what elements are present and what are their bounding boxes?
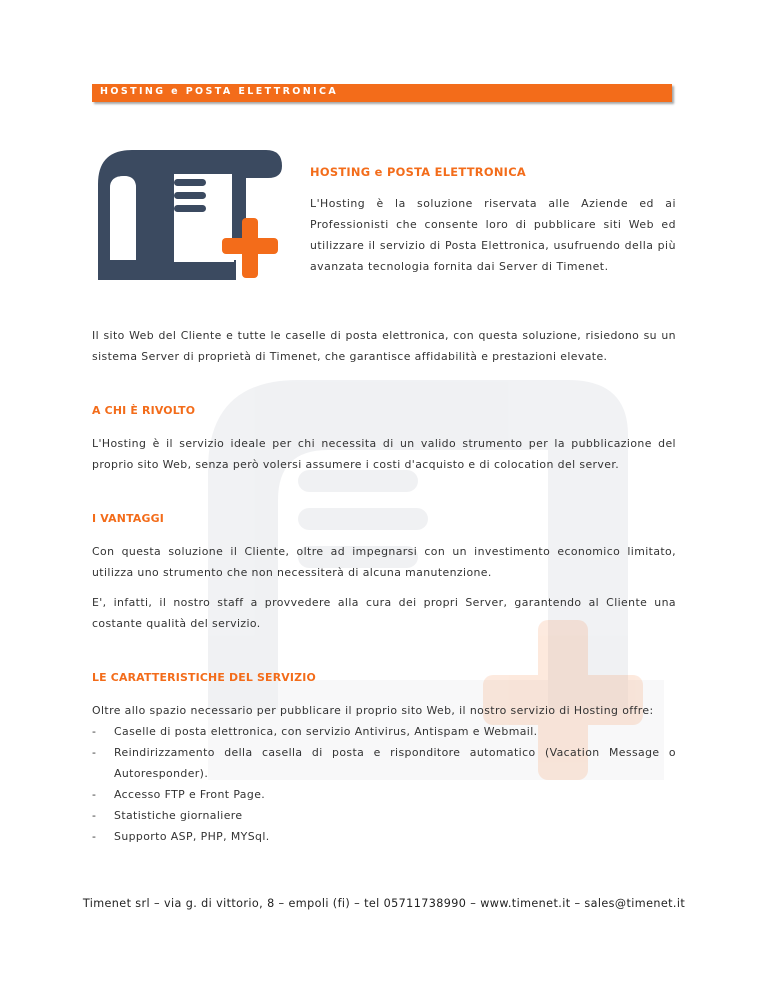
list-dash: - xyxy=(92,809,97,822)
features-list xyxy=(92,721,676,847)
section-text-features: Oltre allo spazio necessario per pubblicare il proprio sito Web, il nostro servizio di Hosting offre: xyxy=(92,704,654,717)
list-item: - Accesso FTP e Front Page. xyxy=(92,784,676,805)
section-title-target: A CHI È RIVOLTO xyxy=(92,404,196,417)
list-dash: - xyxy=(92,788,97,801)
section-text-advantages-2: E', infatti, il nostro staff a provvedere alla cura dei propri Server, garantendo al Cliente una costante qualità del servizio. xyxy=(92,596,676,630)
list-item: - Reindirizzamento della casella di posta e risponditore automatico (Vacation Message o Autoresponder). xyxy=(92,742,676,784)
list-dash: - xyxy=(92,746,97,759)
document-plus-icon xyxy=(96,148,284,280)
header-bar xyxy=(92,84,672,102)
footer-contact: Timenet srl – via g. di vittorio, 8 – empoli (fi) – tel 05711738990 – www.timenet.it – sales@timenet.it xyxy=(82,897,686,910)
header-bar-label: HOSTING e POSTA ELETTRONICA xyxy=(100,86,339,97)
list-item: - Statistiche giornaliere xyxy=(92,805,676,826)
list-dash: - xyxy=(92,725,97,738)
summary-text: Il sito Web del Cliente e tutte le caselle di posta elettronica, con questa soluzione, risiedono su un sistema Server di proprietà di Timenet, che garantisce affidabilità e prestazioni elevate. xyxy=(92,329,676,363)
intro-title: HOSTING e POSTA ELETTRONICA xyxy=(310,165,526,179)
intro-block xyxy=(310,165,676,277)
content xyxy=(92,325,676,847)
section-title-features: LE CARATTERISTICHE DEL SERVIZIO xyxy=(92,671,316,684)
list-dash: - xyxy=(92,830,97,843)
section-text-advantages-1: Con questa soluzione il Cliente, oltre ad impegnarsi con un investimento economico limitato, utilizza uno strumento che non necessiterà di alcuna manutenzione. xyxy=(92,545,676,579)
section-text-target: L'Hosting è il servizio ideale per chi necessita di un valido strumento per la pubblicazione del proprio sito Web, senza però volersi assumere i costi d'acquisto e di colocation del server. xyxy=(92,437,676,471)
intro-text: L'Hosting è la soluzione riservata alle Aziende ed ai Professionisti che consente loro di pubblicare siti Web ed utilizzare il servizio di Posta Elettronica, usufruendo della più avanzata tecnologia fornita dai Server di Timenet. xyxy=(310,197,676,273)
list-item: - Caselle di posta elettronica, con servizio Antivirus, Antispam e Webmail. xyxy=(92,721,676,742)
section-title-advantages: I VANTAGGI xyxy=(92,512,165,525)
list-item: - Supporto ASP, PHP, MYSql. xyxy=(92,826,676,847)
